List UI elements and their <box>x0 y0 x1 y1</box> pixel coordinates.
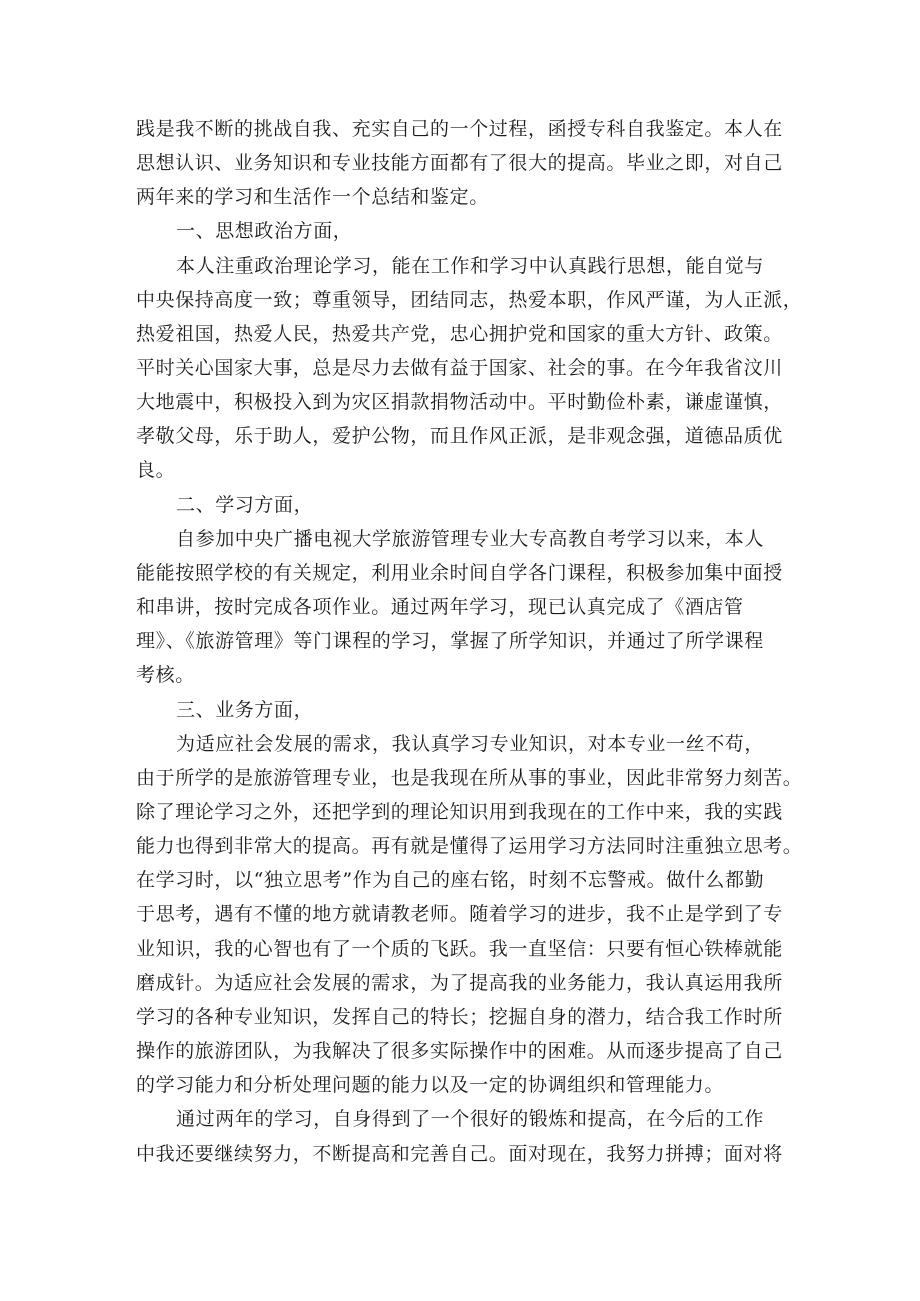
text-line: 热爱祖国，热爱人民，热爱共产党，忠心拥护党和国家的重大方针、政策。 <box>136 323 783 345</box>
text-line: 平时关心国家大事，总是尽力去做有益于国家、社会的事。在今年我省汶川 <box>136 357 783 379</box>
text-line: 孝敬父母，乐于助人，爱护公物，而且作风正派，是非观念强，道德品质优 <box>136 425 783 447</box>
text-line: 两年来的学习和生活作一个总结和鉴定。 <box>136 186 489 208</box>
text-line: 中央保持高度一致；尊重领导，团结同志，热爱本职，作风严谨，为人正派， <box>136 289 803 311</box>
text-line: 的学习能力和分析处理问题的能力以及一定的协调组织和管理能力。 <box>136 1074 725 1096</box>
text-line: 能力也得到非常大的提高。再有就是懂得了运用学习方法同时注重独立思考。 <box>136 835 803 857</box>
text-line: 学习的各种专业知识，发挥自己的特长；挖掘自身的潜力，结合我工作时所 <box>136 1006 783 1028</box>
text-line: 业知识，我的心智也有了一个质的飞跃。我一直坚信：只要有恒心铁棒就能 <box>136 938 783 960</box>
text-line: 本人注重政治理论学习，能在工作和学习中认真践行思想，能自觉与 <box>176 255 765 277</box>
text-line: 磨成针。为适应社会发展的需求，为了提高我的业务能力，我认真运用我所 <box>136 972 783 994</box>
text-line: 中我还要继续努力，不断提高和完善自己。面对现在，我努力拼搏；面对将 <box>136 1143 783 1165</box>
section-heading: 三、业务方面， <box>176 699 314 721</box>
section-heading: 二、学习方面， <box>176 494 314 516</box>
text-line: 为适应社会发展的需求，我认真学习专业知识，对本专业一丝不苟， <box>176 733 765 755</box>
text-line: 于思考，遇有不懂的地方就请教老师。随着学习的进步，我不止是学到了专 <box>136 903 783 925</box>
text-line: 良。 <box>136 459 176 481</box>
section-heading: 一、思想政治方面， <box>176 220 353 242</box>
text-line: 大地震中，积极投入到为灾区捐款捐物活动中。平时勤俭朴素，谦虚谨慎， <box>136 391 783 413</box>
text-line: 通过两年的学习，自身得到了一个很好的锻炼和提高，在今后的工作 <box>176 1108 765 1130</box>
text-line: 在学习时，以“独立思考”作为自己的座右铭，时刻不忘警戒。做什么都勤 <box>136 869 765 891</box>
text-line: 和串讲，按时完成各项作业。通过两年学习，现已认真完成了《酒店管 <box>136 596 744 618</box>
text-line: 能能按照学校的有关规定，利用业余时间自学各门课程，积极参加集中面授 <box>136 562 783 584</box>
text-line: 思想认识、业务知识和专业技能方面都有了很大的提高。毕业之即，对自己 <box>136 152 783 174</box>
text-line: 考核。 <box>136 664 195 686</box>
text-line: 理》、《旅游管理》等门课程的学习，掌握了所学知识，并通过了所学课程 <box>136 630 764 652</box>
text-line: 由于所学的是旅游管理专业，也是我现在所从事的事业，因此非常努力刻苦。 <box>136 767 803 789</box>
text-line: 践是我不断的挑战自我、充实自己的一个过程，函授专科自我鉴定。本人在 <box>136 118 783 140</box>
text-line: 自参加中央广播电视大学旅游管理专业大专高教自考学习以来，本人 <box>176 528 765 550</box>
text-line: 除了理论学习之外，还把学到的理论知识用到我现在的工作中来，我的实践 <box>136 801 783 823</box>
text-line: 操作的旅游团队，为我解决了很多实际操作中的困难。从而逐步提高了自己 <box>136 1040 783 1062</box>
